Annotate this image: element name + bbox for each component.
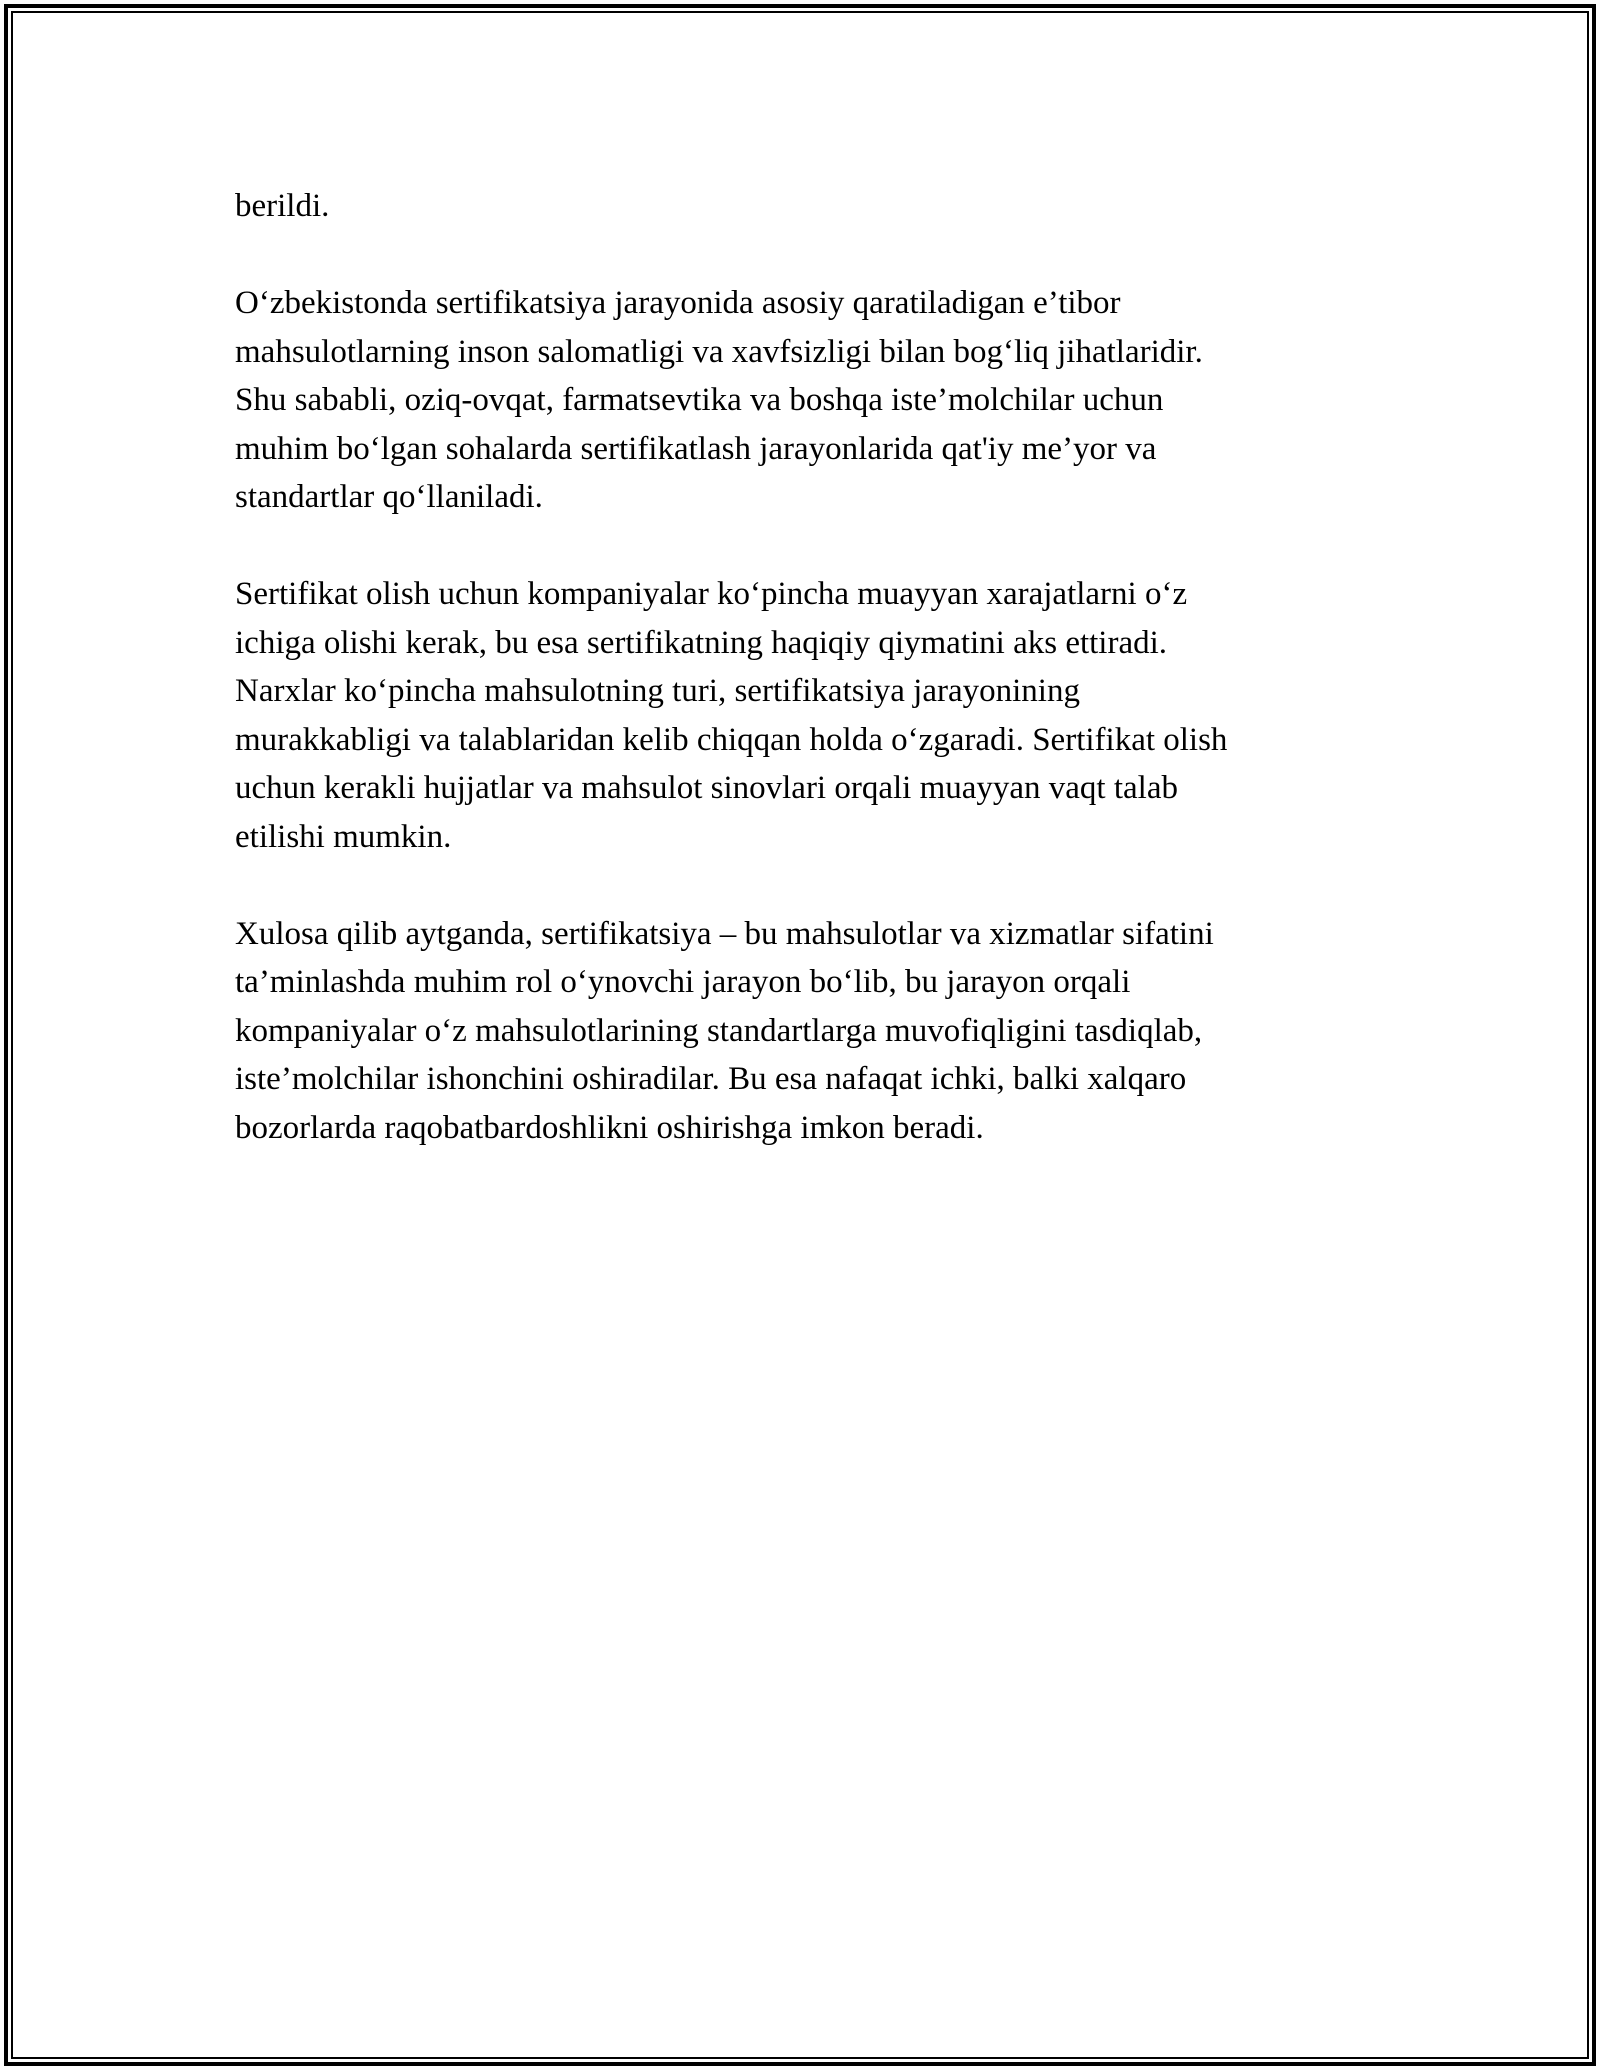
text-line: etilishi mumkin.	[235, 818, 452, 855]
text-line: uchun kerakli hujjatlar va mahsulot sinovlari orqali muayyan vaqt talab	[235, 770, 1178, 806]
text-line: ta’minlashda muhim rol o‘ynovchi jarayon bo‘lib, bu jarayon orqali	[235, 964, 1131, 1000]
text-line: kompaniyalar o‘z mahsulotlarining standartlarga muvofiqligini tasdiqlab,	[235, 1012, 1203, 1049]
text-line: berildi.	[235, 188, 330, 224]
text-line: Narxlar ko‘pincha mahsulotning turi, sertifikatsiya jarayonining	[235, 673, 1080, 709]
paragraph-certification-focus	[235, 279, 1355, 522]
text-line: iste’molchilar ishonchini oshiradilar. Bu esa nafaqat ichki, balki xalqaro	[235, 1061, 1187, 1097]
paragraph-certification-costs	[235, 570, 1355, 861]
text-line: bozorlarda raqobatbardoshlikni oshirishga imkon beradi.	[235, 1109, 984, 1146]
text-line: Xulosa qilib aytganda, sertifikatsiya – bu mahsulotlar va xizmatlar sifatini	[235, 915, 1214, 952]
text-line: standartlar qo‘llaniladi.	[235, 479, 543, 515]
text-line: muhim bo‘lgan sohalarda sertifikatlash jarayonlarida qat'iy me’yor va	[235, 430, 1157, 467]
text-line: O‘zbekistonda sertifikatsiya jarayonida asosiy qaratiladigan e’tibor	[235, 285, 1121, 321]
paragraph-continuation	[235, 182, 1355, 231]
document-body	[235, 182, 1355, 1201]
text-line: murakkabligi va talablaridan kelib chiqqan holda o‘zgaradi. Sertifikat olish	[235, 721, 1228, 758]
text-line: ichiga olishi kerak, bu esa sertifikatning haqiqiy qiymatini aks ettiradi.	[235, 624, 1168, 661]
text-line: mahsulotlarning inson salomatligi va xavfsizligi bilan bog‘liq jihatlaridir.	[235, 333, 1203, 370]
text-line: Sertifikat olish uchun kompaniyalar ko‘pincha muayyan xarajatlarni o‘z	[235, 576, 1188, 612]
text-line: Shu sababli, oziq-ovqat, farmatsevtika va boshqa iste’molchilar uchun	[235, 382, 1164, 418]
paragraph-conclusion	[235, 910, 1355, 1153]
